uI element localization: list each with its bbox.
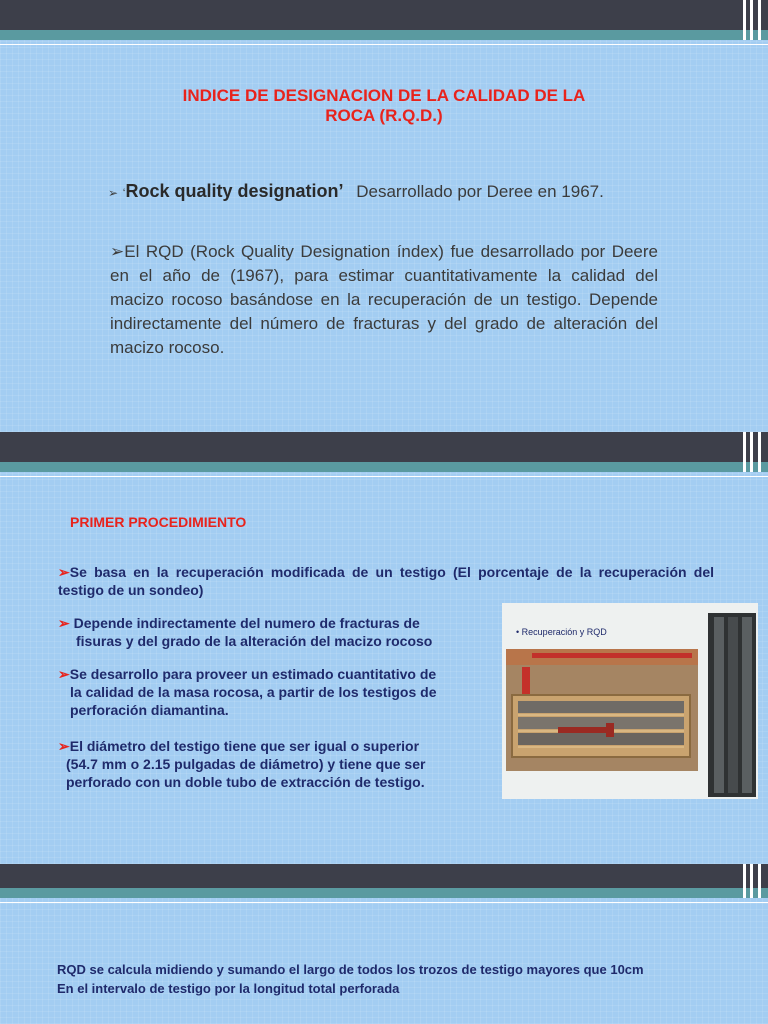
slide-header-bar (0, 0, 768, 30)
rqd-formula-text (57, 960, 737, 998)
bullet-text: Se desarrollo para proveer un estimado cuantitativo de (69, 666, 437, 682)
arrow-bullet-icon: ➢ (58, 564, 70, 580)
header-stripe (758, 864, 761, 898)
bullet-text: fisuras y del grado de la alteración del macizo rocoso (76, 633, 433, 649)
formula-line-2: En el intervalo de testigo por la longitud total perforada (57, 981, 400, 996)
header-line (0, 902, 768, 903)
slide-1 (0, 0, 768, 432)
bullet-recuperacion (58, 563, 714, 599)
bullet-estimado (58, 665, 498, 719)
core-box-image (502, 603, 758, 799)
header-stripe (758, 0, 761, 40)
rqd-description (110, 240, 658, 360)
rqd-description-text: El RQD (Rock Quality Designation índex) fue desarrollado por Deere en el año de (1967), para estimar cuantitativamente la calidad del macizo rocoso basándose en la recuperación de un testigo. Depende indirectamente del número de fracturas y del grado de alteración del macizo rocoso. (110, 242, 658, 357)
arrow-bullet-icon: ➢ (110, 242, 125, 261)
slide-header-bar (0, 432, 768, 462)
bullet-text: la calidad de la masa rocosa, a partir de los testigos de (70, 684, 437, 700)
bullet-diametro (58, 737, 498, 791)
header-stripe (743, 864, 746, 898)
header-line (0, 476, 768, 477)
slide-header-accent (0, 30, 768, 40)
slide-header-bar (0, 864, 768, 888)
arrow-bullet-icon: ➢ (58, 615, 70, 631)
header-stripe (743, 432, 746, 472)
slide-header-accent (0, 462, 768, 472)
caption-bullet: • (516, 627, 520, 637)
header-stripe (750, 864, 753, 898)
header-line (0, 44, 768, 45)
header-stripe (750, 432, 753, 472)
slide-3 (0, 864, 768, 1024)
header-stripe (750, 0, 753, 40)
bullet-text: Depende indirectamente del numero de fracturas de (73, 615, 420, 631)
arrow-bullet-icon: ➢ (58, 738, 70, 754)
header-stripe (758, 432, 761, 472)
formula-line-1: RQD se calcula midiendo y sumando el largo de todos los trozos de testigo mayores que 10cm (57, 962, 644, 977)
title-line-2: ROCA (R.Q.D.) (325, 106, 443, 125)
header-stripe (743, 0, 746, 40)
bullet-text: perforación diamantina. (70, 702, 229, 718)
title-line-1: INDICE DE DESIGNACION DE LA CALIDAD DE LA (182, 86, 586, 105)
bullet-fracturas (58, 614, 498, 650)
caption-text: Recuperación y RQD (521, 627, 607, 637)
bullet-text: (54.7 mm o 2.15 pulgadas de diámetro) y tiene que ser (66, 756, 426, 772)
core-box-photo (502, 603, 758, 799)
bullet-rest-text: Desarrollado por Deree en 1967. (356, 182, 604, 201)
slide-header-accent (0, 888, 768, 898)
bullet-bold-text: Rock quality designation’ (125, 181, 344, 201)
slide-title (110, 86, 658, 126)
open-quote: ‘ (122, 186, 126, 200)
slide-2 (0, 432, 768, 864)
section-heading: PRIMER PROCEDIMIENTO (70, 514, 247, 530)
bullet-text: Se basa en la recuperación modificada de un testigo (El porcentaje de la recuperación del testigo de un sondeo) (58, 564, 714, 598)
bullet-text: El diámetro del testigo tiene que ser igual o superior (69, 738, 420, 754)
arrow-bullet-icon: ➢ (58, 666, 70, 682)
bullet-text: perforado con un doble tubo de extracción de testigo. (66, 774, 425, 790)
bullet-rock-quality (108, 181, 668, 202)
arrow-bullet-icon: ➢ (108, 186, 119, 200)
